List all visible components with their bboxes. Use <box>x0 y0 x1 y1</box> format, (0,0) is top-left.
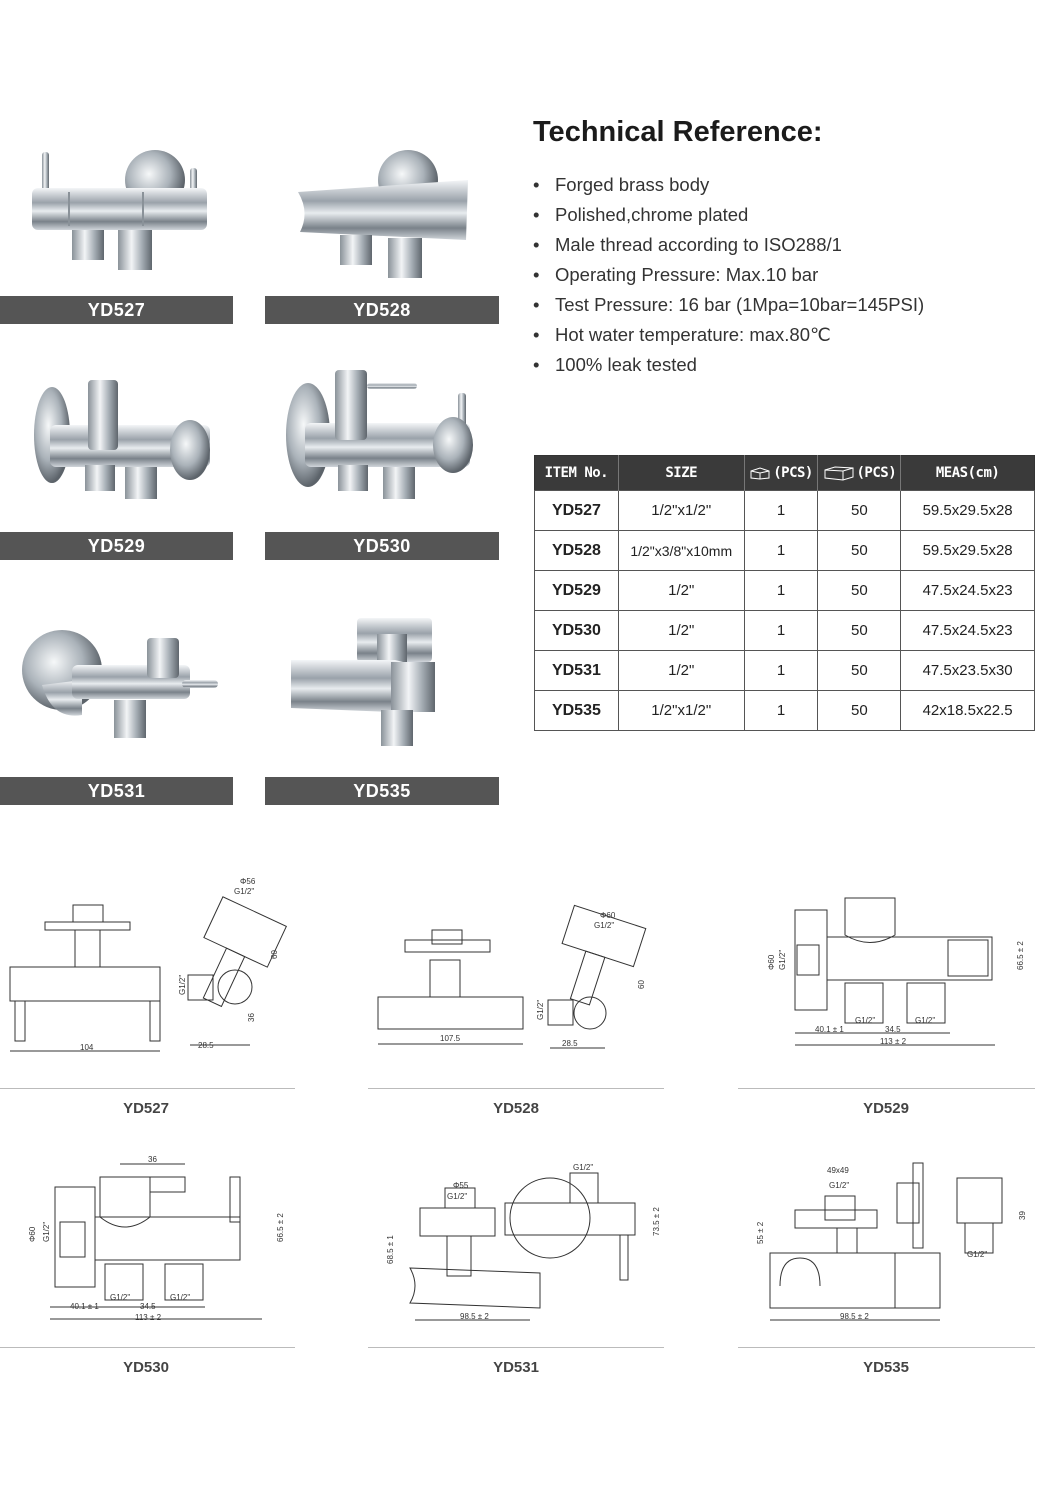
cell-size: 1/2"x1/2" <box>618 491 744 531</box>
bullet-item: • Test Pressure: 16 bar (1Mpa=10bar=145PSI) <box>533 290 924 320</box>
cell-meas: 59.5x29.5x28 <box>901 531 1035 571</box>
cell-meas: 47.5x23.5x30 <box>901 651 1035 691</box>
dim-label: 55 ± 2 <box>756 1221 765 1244</box>
cell-meas: 47.5x24.5x23 <box>901 571 1035 611</box>
cell-meas: 59.5x29.5x28 <box>901 491 1035 531</box>
drawing-separator <box>738 1347 1035 1348</box>
drawing-separator <box>368 1347 664 1348</box>
dim-label: G1/2" <box>915 1016 936 1025</box>
drawing-separator <box>368 1088 664 1089</box>
drawing-yd529 <box>745 890 1035 1060</box>
drawing-separator <box>0 1347 295 1348</box>
product-label-yd528: YD528 <box>265 296 499 324</box>
header-inner-carton: (PCS) <box>744 456 818 491</box>
drawing-separator <box>0 1088 295 1089</box>
product-label-yd529: YD529 <box>0 532 233 560</box>
dim-label: G1/2" <box>967 1250 988 1259</box>
dim-label: 34.5 <box>885 1025 901 1034</box>
cell-size: 1/2"x1/2" <box>618 691 744 731</box>
product-image-yd529 <box>30 375 220 510</box>
bullet-item: • Operating Pressure: Max.10 bar <box>533 260 924 290</box>
product-label-yd531: YD531 <box>0 777 233 805</box>
drawing-yd535 <box>745 1158 1035 1330</box>
drawing-separator <box>738 1088 1035 1089</box>
dim-label: G1/2" <box>447 1192 468 1201</box>
product-image-yd528 <box>290 140 490 280</box>
dim-label: Φ60 <box>600 911 616 920</box>
bullet-item: • Forged brass body <box>533 170 924 200</box>
cell-meas: 47.5x24.5x23 <box>901 611 1035 651</box>
technical-reference-title: Technical Reference: <box>533 116 823 148</box>
dim-label: G1/2" <box>829 1181 850 1190</box>
cell-item: YD531 <box>535 651 619 691</box>
cell-outer: 50 <box>818 531 901 571</box>
cell-inner: 1 <box>744 611 818 651</box>
dim-label: G1/2" <box>234 887 255 896</box>
dim-label: 113 ± 2 <box>135 1313 162 1322</box>
cell-size: 1/2" <box>618 651 744 691</box>
table-row <box>535 691 1035 731</box>
dim-label: G1/2" <box>42 1221 51 1242</box>
cell-item: YD528 <box>535 531 619 571</box>
product-image-yd535 <box>285 612 445 752</box>
product-image-yd527 <box>20 140 220 280</box>
cell-outer: 50 <box>818 651 901 691</box>
dim-label: 60 <box>637 980 646 989</box>
drawing-label-yd529: YD529 <box>863 1100 909 1117</box>
dim-label: 73.5 ± 2 <box>652 1207 661 1236</box>
bullet-item: • Male thread according to ISO288/1 <box>533 230 924 260</box>
header-outer-carton: (PCS) <box>818 456 901 491</box>
cell-size: 1/2"x3/8"x10mm <box>618 531 744 571</box>
dim-label: G1/2" <box>594 921 615 930</box>
header-item-no: ITEM No. <box>535 456 619 491</box>
drawing-yd528 <box>370 900 660 1060</box>
cell-outer: 50 <box>818 491 901 531</box>
cell-inner: 1 <box>744 651 818 691</box>
dim-label: Φ55 <box>453 1181 469 1190</box>
product-image-yd530 <box>283 365 493 505</box>
product-image-yd531 <box>12 620 222 750</box>
table-row <box>535 571 1035 611</box>
cell-inner: 1 <box>744 571 818 611</box>
dim-label: Φ60 <box>28 1226 37 1242</box>
drawing-label-yd527: YD527 <box>123 1100 169 1117</box>
dim-label: 107.5 <box>440 1034 461 1043</box>
cell-size: 1/2" <box>618 571 744 611</box>
cell-item: YD527 <box>535 491 619 531</box>
dim-label: 60 <box>270 950 279 959</box>
cell-outer: 50 <box>818 611 901 651</box>
drawing-label-yd535: YD535 <box>863 1359 909 1376</box>
product-label-yd530: YD530 <box>265 532 499 560</box>
dim-label: 98.5 ± 2 <box>840 1312 869 1321</box>
dim-label: 36 <box>148 1155 157 1164</box>
table-row <box>535 531 1035 571</box>
drawing-label-yd531: YD531 <box>493 1359 539 1376</box>
dim-label: G1/2" <box>110 1293 131 1302</box>
inner-box-icon <box>749 466 771 480</box>
dim-label: 39 <box>1018 1211 1027 1220</box>
dim-label: G1/2" <box>178 974 187 995</box>
dim-label: Φ60 <box>767 954 776 970</box>
spec-table <box>534 455 1035 731</box>
cell-size: 1/2" <box>618 611 744 651</box>
cell-inner: 1 <box>744 691 818 731</box>
dim-label: G1/2" <box>170 1293 191 1302</box>
cell-item: YD530 <box>535 611 619 651</box>
bullet-item: • Polished,chrome plated <box>533 200 924 230</box>
drawing-yd530 <box>10 1152 295 1330</box>
product-label-yd527: YD527 <box>0 296 233 324</box>
bullet-item: • Hot water temperature: max.80℃ <box>533 320 924 350</box>
cell-item: YD535 <box>535 691 619 731</box>
dim-label: 34.5 <box>140 1302 156 1311</box>
drawing-yd527 <box>5 870 295 1060</box>
dim-label: 104 <box>80 1043 94 1052</box>
bullet-item: • 100% leak tested <box>533 350 924 380</box>
drawing-label-yd530: YD530 <box>123 1359 169 1376</box>
dim-label: G1/2" <box>573 1163 594 1172</box>
dim-label: 40.1 ± 1 <box>70 1302 99 1311</box>
cell-outer: 50 <box>818 571 901 611</box>
dim-label: 66.5 ± 2 <box>1016 941 1025 970</box>
dim-label: 28.5 <box>562 1039 578 1048</box>
technical-bullet-list <box>533 170 924 380</box>
header-meas: MEAS(cm) <box>901 456 1035 491</box>
cell-outer: 50 <box>818 691 901 731</box>
dim-label: Φ56 <box>240 877 256 886</box>
cell-inner: 1 <box>744 491 818 531</box>
table-row <box>535 611 1035 651</box>
cell-meas: 42x18.5x22.5 <box>901 691 1035 731</box>
dim-label: 68.5 ± 1 <box>386 1235 395 1264</box>
table-row <box>535 651 1035 691</box>
table-header-row <box>535 456 1035 491</box>
dim-label: G1/2" <box>778 949 787 970</box>
dim-label: G1/2" <box>536 999 545 1020</box>
dim-label: 49x49 <box>827 1166 849 1175</box>
table-row <box>535 491 1035 531</box>
dim-label: 28.5 <box>198 1041 214 1050</box>
outer-box-icon <box>823 465 855 481</box>
cell-item: YD529 <box>535 571 619 611</box>
dim-label: 40.1 ± 1 <box>815 1025 844 1034</box>
dim-label: 113 ± 2 <box>880 1037 907 1046</box>
product-label-yd535: YD535 <box>265 777 499 805</box>
header-size: SIZE <box>618 456 744 491</box>
dim-label: 36 <box>247 1013 256 1022</box>
dim-label: G1/2" <box>855 1016 876 1025</box>
drawing-label-yd528: YD528 <box>493 1100 539 1117</box>
dim-label: 98.5 ± 2 <box>460 1312 489 1321</box>
drawing-yd531 <box>375 1158 665 1330</box>
cell-inner: 1 <box>744 531 818 571</box>
dim-label: 66.5 ± 2 <box>276 1213 285 1242</box>
